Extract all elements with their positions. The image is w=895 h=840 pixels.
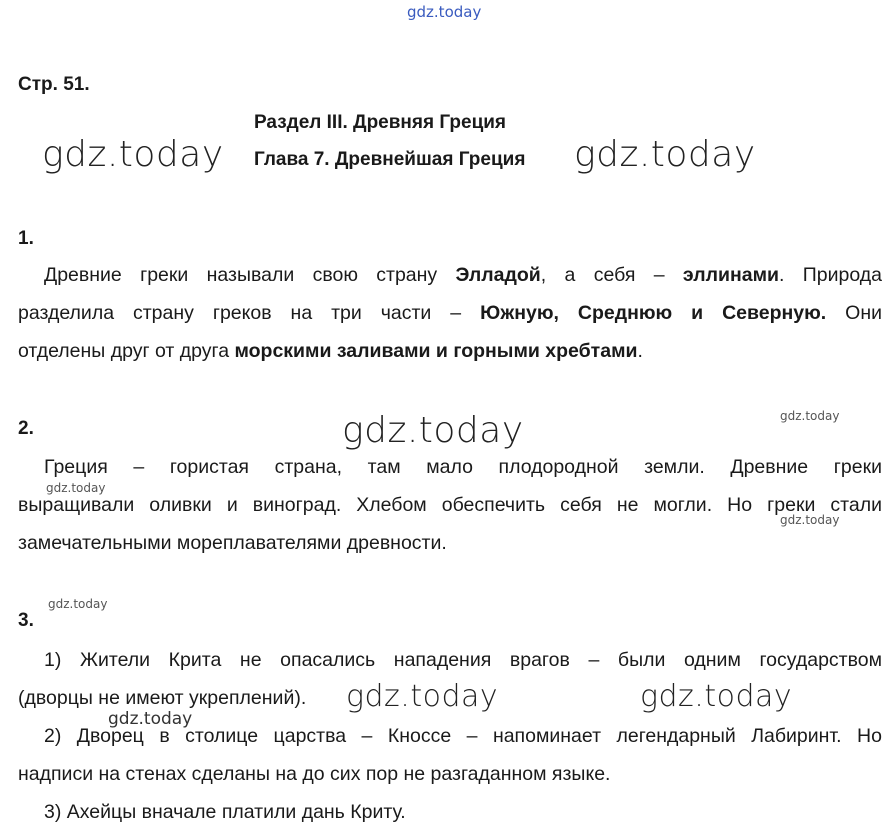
text-line: 3) Ахейцы вначале платили дань Криту.	[44, 801, 406, 823]
text-run: разделила страну греков на три части –	[18, 302, 481, 324]
text-line: выращивали оливки и виноград. Хлебом обеспечить себя не могли. Но греки стали	[18, 494, 882, 516]
answer-paragraph	[18, 256, 882, 370]
text-line	[18, 332, 882, 370]
text-line	[18, 294, 882, 332]
bold-term: морскими заливами и горными хребтами	[234, 340, 638, 362]
watermark-large: gdz.today	[346, 679, 499, 714]
watermark-large: gdz.today	[342, 410, 524, 451]
question-number: 1.	[18, 228, 34, 249]
watermark-small: gdz.today	[48, 597, 108, 611]
text-line: замечательными мореплавателями древности.	[18, 532, 447, 554]
question-number: 3.	[18, 610, 34, 631]
text-run: .	[637, 340, 643, 362]
question-number: 2.	[18, 418, 34, 439]
bold-term: Южную, Среднюю и Северную.	[480, 302, 827, 324]
text-line: Греция – гористая страна, там мало плодородной земли. Древние греки	[44, 456, 882, 478]
watermark-small: gdz.today	[780, 513, 840, 527]
text-line: 2) Дворец в столице царства – Кноссе – напоминает легендарный Лабиринт. Но	[44, 725, 882, 747]
watermark-small: gdz.today	[108, 709, 193, 729]
answer-paragraph	[18, 448, 882, 562]
answer-paragraph	[18, 641, 882, 831]
watermark-small: gdz.today	[780, 409, 840, 423]
text-line	[18, 256, 882, 294]
text-run: Древние греки называли свою страну	[44, 264, 456, 286]
text-run: Они	[826, 302, 882, 324]
text-run: . Природа	[779, 264, 882, 286]
chapter-title: Глава 7. Древнейшая Греция	[254, 149, 526, 170]
text-line: (дворцы не имеют укреплений).	[18, 687, 307, 709]
page-number: Стр. 51.	[18, 74, 90, 95]
text-run: отделены друг от друга	[18, 340, 235, 362]
watermark-small: gdz.today	[46, 481, 106, 495]
bold-term: эллинами	[682, 264, 779, 286]
watermark-large: gdz.today	[42, 134, 224, 175]
section-title: Раздел III. Древняя Греция	[254, 112, 507, 133]
text-run: , а себя –	[540, 264, 683, 286]
watermark-large: gdz.today	[574, 134, 756, 175]
bold-term: Элладой	[455, 264, 541, 286]
text-line: 1) Жители Крита не опасались нападения врагов – были одним государством	[44, 649, 882, 671]
watermark-top: gdz.today	[407, 3, 482, 21]
watermark-large: gdz.today	[640, 679, 793, 714]
text-line: надписи на стенах сделаны на до сих пор не разгаданном языке.	[18, 763, 611, 785]
